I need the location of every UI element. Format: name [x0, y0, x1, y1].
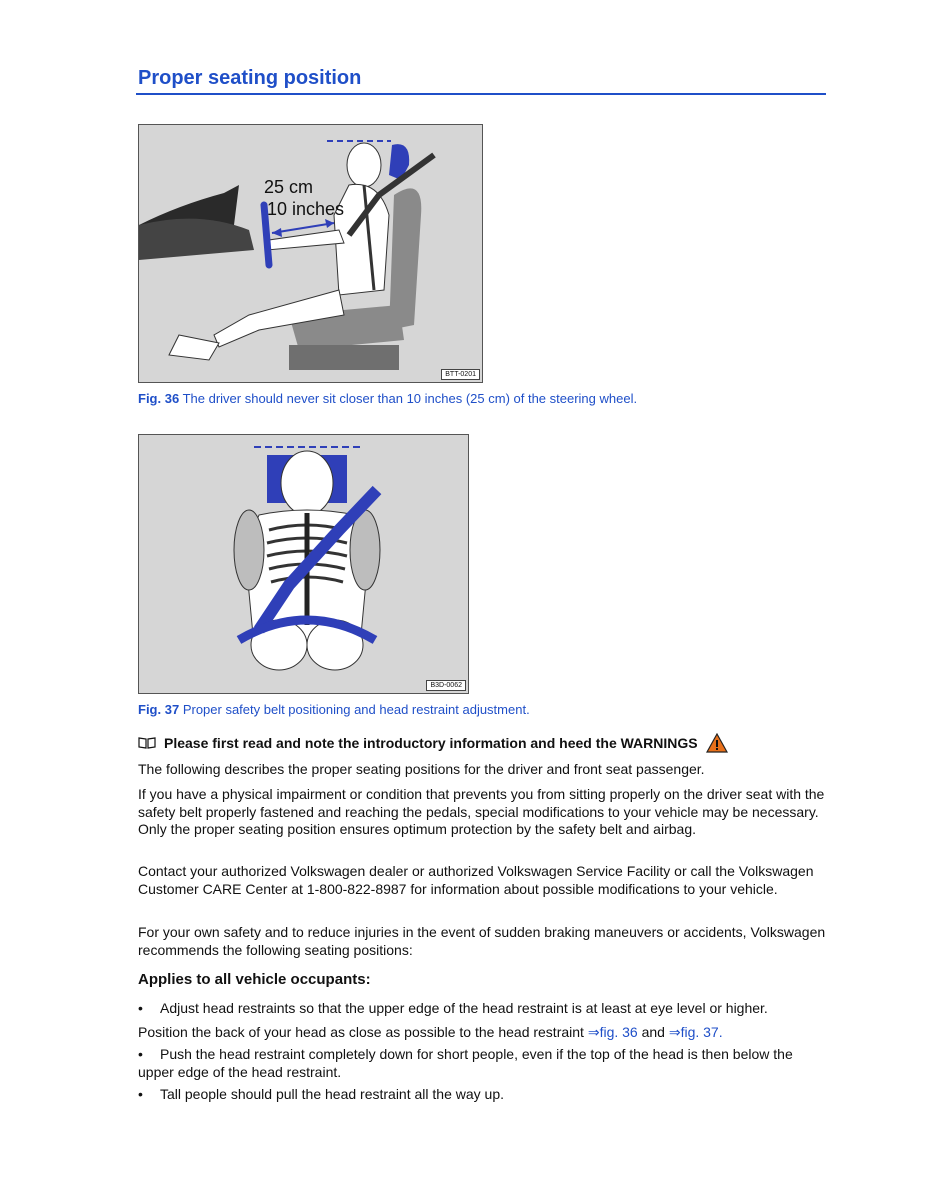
driver-seating-illustration: [139, 125, 482, 382]
fig-36-link[interactable]: ⇒fig. 36: [587, 1024, 638, 1040]
distance-label-inches: 10 inches: [267, 199, 345, 219]
intro-heading-text: Please first read and note the introductory information and heed the WARNINGS: [164, 735, 698, 751]
bullet: •: [138, 1000, 143, 1016]
warning-icon[interactable]: [706, 733, 728, 753]
bullet-text: Push the head restraint completely down for short people, even if the top of the head is then below the upper edge of the head restraint.: [138, 1046, 793, 1080]
arrow-icon: ⇒: [668, 1024, 681, 1040]
paragraph-intro: The following describes the proper seating positions for the driver and front seat passenger.: [138, 761, 705, 777]
list-item: [138, 1086, 828, 1104]
figure-code: B3D-0062: [426, 680, 466, 691]
belt-positioning-illustration: [139, 435, 468, 693]
caption-number: Fig. 36: [138, 391, 180, 406]
section-subheading: Applies to all vehicle occupants:: [138, 971, 371, 988]
position-text: Position the back of your head as close as possible to the head restraint: [138, 1024, 584, 1040]
figure-code: BTT-0201: [441, 369, 480, 380]
paragraph-safety: For your own safety and to reduce injuries in the event of sudden braking maneuvers or accidents, Volkswagen recommends the following seating positions:: [138, 924, 826, 958]
intro-heading: [138, 733, 728, 753]
caption-text: Proper safety belt positioning and head restraint adjustment.: [182, 702, 530, 717]
title-rule: [136, 93, 826, 95]
position-line: Position the back of your head as close as possible to the head restraint ⇒fig. 36 and ⇒fig. 37.: [138, 1024, 723, 1040]
figure-36-seating-distance: [138, 124, 483, 383]
bullet-text: Adjust head restraints so that the upper edge of the head restraint is at least at eye level or higher.: [160, 1000, 768, 1016]
bullet: •: [138, 1086, 143, 1102]
book-icon: [138, 737, 156, 749]
page-title: Proper seating position: [138, 67, 362, 89]
distance-label-cm: 25 cm: [264, 177, 314, 197]
paragraph-impairment: If you have a physical impairment or condition that prevents you from sitting properly on the driver seat with the safety belt properly fastened and reaching the pedals, special modifications to your vehicle may be necessary. Only the proper seating position ensures optimum protection by the safety belt and airbag.: [138, 786, 825, 837]
figure-37-belt-positioning: [138, 434, 469, 694]
bullet-text: Tall people should pull the head restraint all the way up.: [160, 1086, 504, 1102]
paragraph-contact: Contact your authorized Volkswagen dealer or authorized Volkswagen Service Facility or call the Volkswagen Customer CARE Center at 1-800-822-8987 for information about possible modifications to your vehicle.: [138, 863, 814, 897]
figure-37-caption: [138, 702, 530, 717]
bullet: •: [138, 1046, 143, 1062]
list-item: [138, 1046, 828, 1081]
arrow-icon: ⇒: [587, 1024, 600, 1040]
caption-text: The driver should never sit closer than 10 inches (25 cm) of the steering wheel.: [182, 391, 638, 406]
caption-number: Fig. 37: [138, 702, 180, 717]
fig-37-link[interactable]: ⇒fig. 37: [668, 1024, 719, 1040]
figure-36-caption: [138, 391, 637, 406]
list-item: [138, 1000, 828, 1018]
